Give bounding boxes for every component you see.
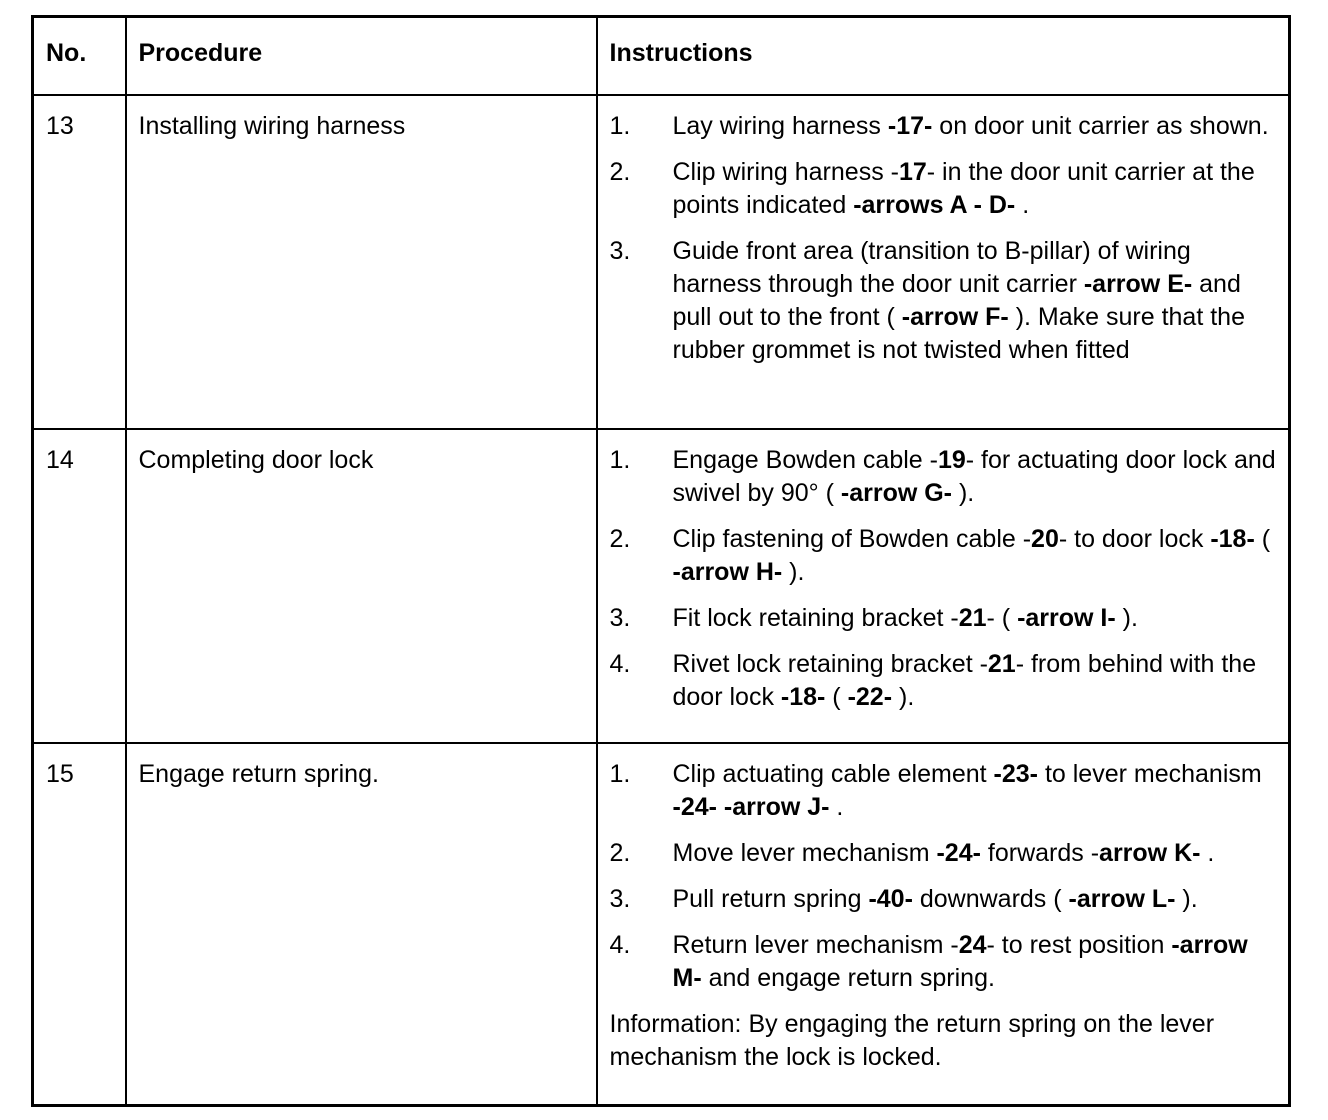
instructions-cell (597, 95, 1290, 429)
step-text: Guide front area (transition to B-pillar) of wiring harness through the door unit carrier -arrow E- and pull out to the front ( -arrow F- ). Make sure that the rubber grommet is not twisted when fitted (672, 236, 1245, 364)
instruction-step (610, 444, 1279, 510)
table-row (33, 429, 1290, 743)
instruction-step (610, 235, 1279, 367)
step-text: Fit lock retaining bracket -21- ( -arrow I- ). (672, 603, 1138, 632)
instruction-step (610, 837, 1279, 870)
row-number-cell: 13 (33, 95, 126, 429)
instruction-step (610, 929, 1279, 995)
step-number: 1. (609, 445, 631, 474)
row-number-cell: 14 (33, 429, 126, 743)
instruction-step (610, 883, 1279, 916)
instruction-step (610, 602, 1279, 635)
instructions-cell (597, 429, 1290, 743)
step-text: Clip wiring harness -17- in the door unit carrier at the points indicated -arrows A - D- . (672, 157, 1255, 219)
header-procedure: Procedure (126, 17, 597, 95)
step-text: Lay wiring harness -17- on door unit carrier as shown. (672, 111, 1269, 140)
instruction-step (610, 758, 1279, 824)
table-header (33, 17, 1290, 95)
instructions-cell (597, 743, 1290, 1106)
information-note: Information: By engaging the return spring on the lever mechanism the lock is locked. (609, 1009, 1215, 1071)
table-body (33, 95, 1290, 1106)
header-row (33, 17, 1290, 95)
procedure-cell: Completing door lock (126, 429, 597, 743)
procedure-cell: Installing wiring harness (126, 95, 597, 429)
instruction-step (610, 648, 1279, 714)
table-row (33, 743, 1290, 1106)
procedure-cell: Engage return spring. (126, 743, 597, 1106)
step-text: Return lever mechanism -24- to rest position -arrow M- and engage return spring. (672, 930, 1248, 992)
step-text: Clip fastening of Bowden cable -20- to door lock -18- ( -arrow H- ). (672, 524, 1271, 586)
header-instructions: Instructions (597, 17, 1290, 95)
table-row (33, 95, 1290, 429)
step-number: 4. (609, 649, 631, 678)
header-no: No. (33, 17, 126, 95)
step-number: 3. (609, 236, 631, 265)
step-text: Move lever mechanism -24- forwards -arrow K- . (672, 838, 1215, 867)
step-number: 3. (609, 603, 631, 632)
step-text: Rivet lock retaining bracket -21- from behind with the door lock -18- ( -22- ). (672, 649, 1257, 711)
step-number: 2. (609, 524, 631, 553)
row-number-cell: 15 (33, 743, 126, 1106)
step-text: Engage Bowden cable -19- for actuating door lock and swivel by 90° ( -arrow G- ). (672, 445, 1276, 507)
instruction-step (610, 523, 1279, 589)
step-number: 1. (609, 759, 631, 788)
step-number: 2. (609, 838, 631, 867)
procedure-table (31, 15, 1291, 1107)
step-text: Pull return spring -40- downwards ( -arrow L- ). (672, 884, 1198, 913)
instruction-step (610, 156, 1279, 222)
step-number: 1. (609, 111, 631, 140)
step-number: 3. (609, 884, 631, 913)
step-number: 2. (609, 157, 631, 186)
step-number: 4. (609, 930, 631, 959)
instruction-step (610, 110, 1279, 143)
step-text: Clip actuating cable element -23- to lever mechanism -24- -arrow J- . (672, 759, 1262, 821)
